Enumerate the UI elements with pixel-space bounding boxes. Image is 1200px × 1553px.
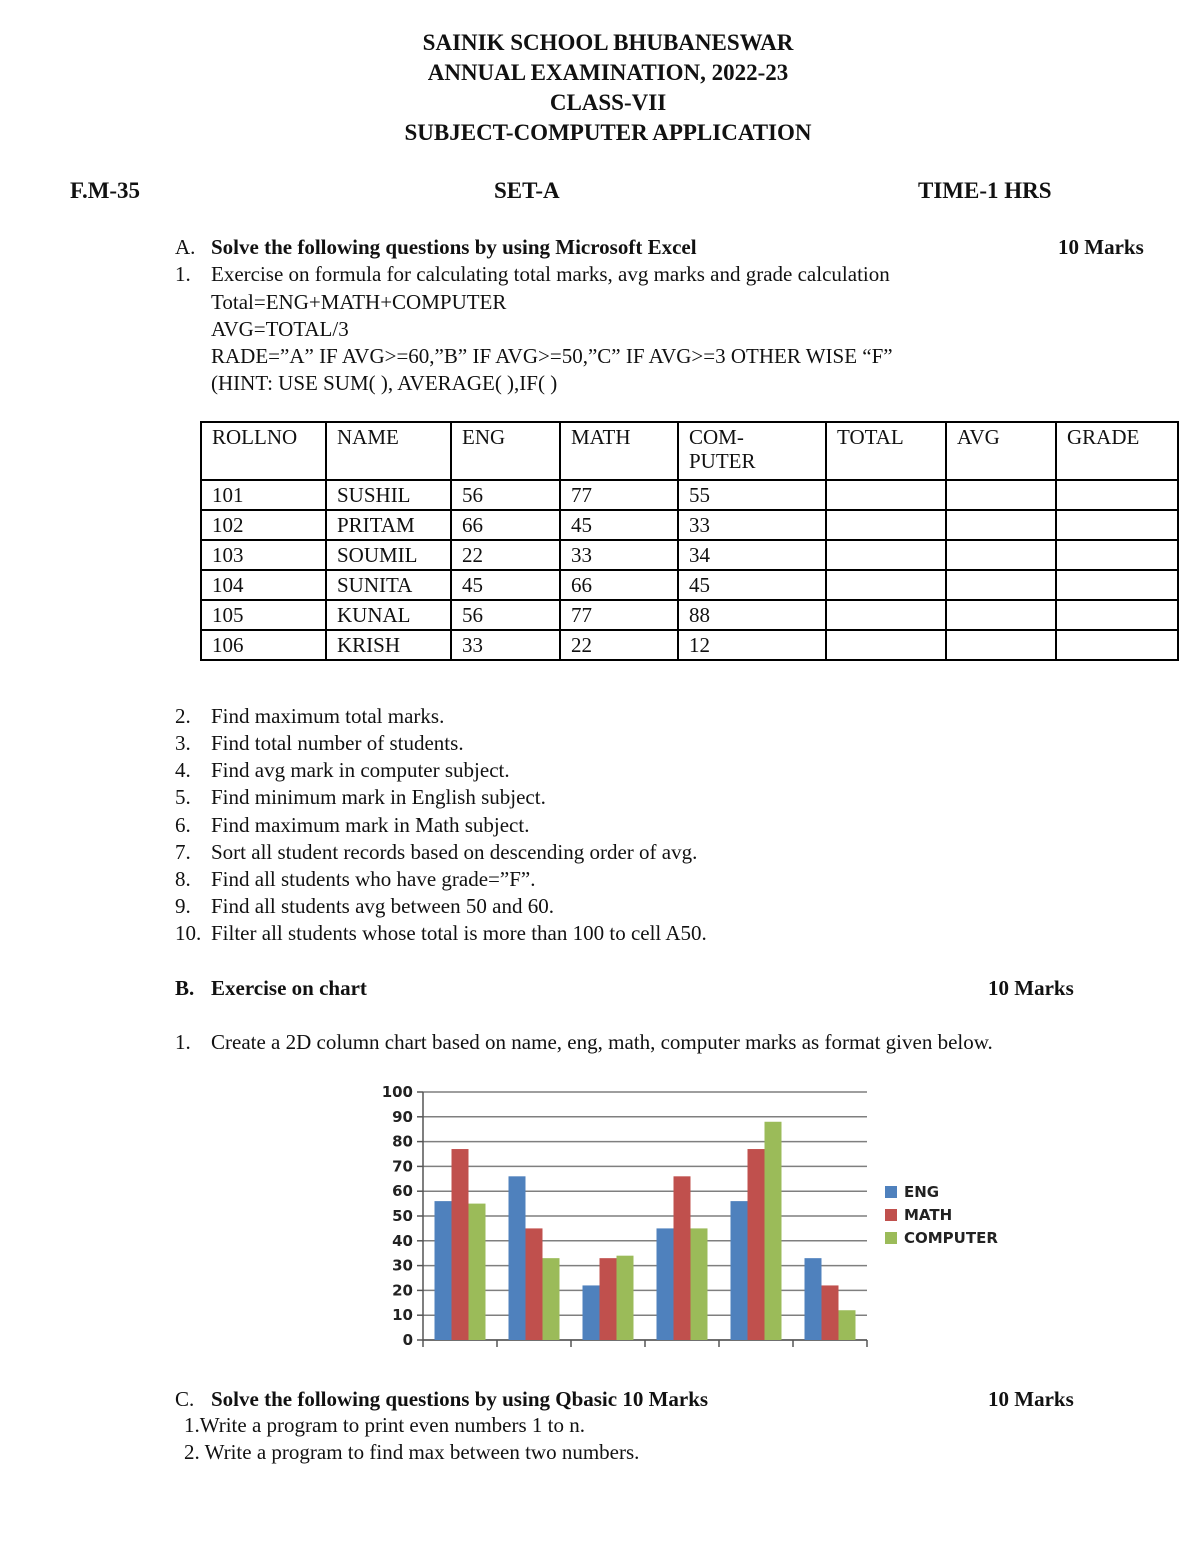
question-text: Find maximum total marks. (211, 704, 445, 728)
question-text: Find total number of students. (211, 731, 464, 755)
table-cell: 22 (451, 540, 560, 570)
table-cell (946, 600, 1056, 630)
section-c-marks: 10 Marks (988, 1387, 1074, 1411)
table-cell: 45 (451, 570, 560, 600)
table-cell (946, 570, 1056, 600)
bar-math (526, 1228, 543, 1340)
legend-swatch (885, 1232, 897, 1244)
table-cell (826, 510, 946, 540)
table-cell: 56 (451, 600, 560, 630)
section-a-marks: 10 Marks (1058, 235, 1144, 259)
bar-computer (617, 1256, 634, 1340)
table-cell: SUNITA (326, 570, 451, 600)
table-cell: 22 (560, 630, 678, 660)
table-cell (946, 510, 1056, 540)
column-header (678, 422, 826, 480)
school-name: SAINIK SCHOOL BHUBANESWAR (422, 30, 794, 55)
question-text: Filter all students whose total is more than 100 to cell A50. (211, 921, 707, 945)
section-a-label: A. (175, 235, 196, 259)
y-tick-label: 10 (392, 1306, 413, 1325)
qbasic-question-2: 2. Write a program to find max between two numbers. (184, 1440, 640, 1464)
question-number: 4. (175, 758, 191, 782)
y-tick-label: 100 (381, 1083, 413, 1101)
table-cell (826, 630, 946, 660)
table-cell (1056, 600, 1178, 630)
table-cell: SUSHIL (326, 480, 451, 510)
table-cell: 34 (678, 540, 826, 570)
marks-table (200, 421, 1179, 661)
table-cell: 33 (678, 510, 826, 540)
y-tick-label: 50 (392, 1207, 413, 1225)
bar-eng (509, 1176, 526, 1340)
table-header-row (201, 422, 1178, 480)
legend-label: MATH (904, 1206, 953, 1224)
bar-eng (805, 1258, 822, 1340)
table-cell: 45 (560, 510, 678, 540)
table-cell (946, 480, 1056, 510)
question-number: 10. (175, 921, 202, 945)
bar-computer (765, 1122, 782, 1340)
formula-avg: AVG=TOTAL/3 (211, 317, 349, 341)
table-row (201, 570, 1178, 600)
column-chart (360, 1080, 1020, 1355)
question-text: Find maximum mark in Math subject. (211, 813, 530, 837)
bar-computer (469, 1204, 486, 1340)
question-number: 5. (175, 785, 191, 809)
table-cell: 77 (560, 600, 678, 630)
table-cell: 12 (678, 630, 826, 660)
bar-computer (839, 1310, 856, 1340)
y-tick-label: 70 (392, 1157, 413, 1176)
question-text: Sort all student records based on descending order of avg. (211, 840, 698, 864)
set-label: SET-A (494, 178, 560, 203)
table-cell: SOUMIL (326, 540, 451, 570)
table-cell: 55 (678, 480, 826, 510)
table-cell: 106 (201, 630, 326, 660)
table-cell: 45 (678, 570, 826, 600)
y-tick-label: 90 (392, 1107, 413, 1126)
table-row (201, 510, 1178, 540)
table-cell (946, 630, 1056, 660)
column-header: MATH (560, 422, 678, 480)
column-header: ENG (451, 422, 560, 480)
question-text: Find all students who have grade=”F”. (211, 867, 536, 891)
table-cell: 56 (451, 480, 560, 510)
legend-swatch (885, 1209, 897, 1221)
full-marks: F.M-35 (70, 178, 141, 203)
legend-swatch (885, 1186, 897, 1198)
table-cell: KRISH (326, 630, 451, 660)
question-text: Exercise on formula for calculating total marks, avg marks and grade calculation (211, 262, 890, 286)
question-number: 8. (175, 867, 191, 891)
table-cell: 33 (560, 540, 678, 570)
section-b-marks: 10 Marks (988, 976, 1074, 1000)
column-header: AVG (946, 422, 1056, 480)
table-cell (826, 480, 946, 510)
question-number: 9. (175, 894, 191, 918)
formula-hint: (HINT: USE SUM( ), AVERAGE( ),IF( ) (211, 371, 558, 395)
bar-math (674, 1176, 691, 1340)
table-cell (946, 540, 1056, 570)
question-number: 1. (175, 1030, 191, 1054)
table-cell: 33 (451, 630, 560, 660)
bar-computer (543, 1258, 560, 1340)
formula-total: Total=ENG+MATH+COMPUTER (211, 290, 507, 314)
table-cell (1056, 630, 1178, 660)
column-header: GRADE (1056, 422, 1178, 480)
table-row (201, 480, 1178, 510)
legend-label: COMPUTER (904, 1229, 998, 1247)
question-number: 6. (175, 813, 191, 837)
table-cell: KUNAL (326, 600, 451, 630)
table-row (201, 600, 1178, 630)
section-b-label: B. (175, 976, 195, 1000)
question-number: 7. (175, 840, 191, 864)
table-cell: 77 (560, 480, 678, 510)
y-tick-label: 60 (392, 1182, 413, 1201)
bar-eng (435, 1201, 452, 1340)
column-header-line: PUTER (689, 449, 756, 473)
legend-label: ENG (904, 1183, 940, 1201)
y-tick-label: 30 (392, 1256, 413, 1275)
class-label: CLASS-VII (549, 90, 667, 115)
table-cell: 104 (201, 570, 326, 600)
column-header: ROLLNO (201, 422, 326, 480)
subject-label: SUBJECT-COMPUTER APPLICATION (404, 120, 812, 145)
bar-computer (691, 1228, 708, 1340)
bar-eng (731, 1201, 748, 1340)
table-cell (1056, 510, 1178, 540)
table-cell (1056, 480, 1178, 510)
table-cell: 66 (560, 570, 678, 600)
y-tick-label: 80 (392, 1132, 413, 1151)
table-cell (1056, 540, 1178, 570)
table-cell: 102 (201, 510, 326, 540)
time-label: TIME-1 HRS (918, 178, 1052, 203)
column-header: NAME (326, 422, 451, 480)
question-text: Find minimum mark in English subject. (211, 785, 546, 809)
bar-eng (583, 1285, 600, 1340)
y-tick-label: 0 (402, 1331, 413, 1349)
bar-math (452, 1149, 469, 1340)
table-cell (826, 570, 946, 600)
table-row (201, 540, 1178, 570)
table-cell: PRITAM (326, 510, 451, 540)
bar-eng (657, 1228, 674, 1340)
document-header (0, 28, 1200, 148)
qbasic-question-1: 1.Write a program to print even numbers 1 to n. (184, 1413, 585, 1437)
table-row (201, 630, 1178, 660)
y-tick-label: 40 (392, 1231, 413, 1250)
column-header-line: COM- (689, 425, 744, 449)
table-cell (826, 540, 946, 570)
question-number: 3. (175, 731, 191, 755)
table-cell: 88 (678, 600, 826, 630)
table-cell: 105 (201, 600, 326, 630)
formula-grade: RADE=”A” IF AVG>=60,”B” IF AVG>=50,”C” IF AVG>=3 OTHER WISE “F” (211, 344, 893, 368)
table-cell: 103 (201, 540, 326, 570)
section-c-label: C. (175, 1387, 195, 1411)
bar-math (748, 1149, 765, 1340)
question-text: Find avg mark in computer subject. (211, 758, 510, 782)
table-cell: 101 (201, 480, 326, 510)
exam-title: ANNUAL EXAMINATION, 2022-23 (427, 60, 789, 85)
question-number: 1. (175, 262, 191, 286)
bar-math (822, 1285, 839, 1340)
y-tick-label: 20 (392, 1281, 413, 1300)
question-text: Find all students avg between 50 and 60. (211, 894, 554, 918)
question-text: Create a 2D column chart based on name, eng, math, computer marks as format given below. (211, 1030, 993, 1054)
table-cell: 66 (451, 510, 560, 540)
table-cell (826, 600, 946, 630)
table-cell (1056, 570, 1178, 600)
bar-math (600, 1258, 617, 1340)
section-b-title: Exercise on chart (211, 976, 367, 1000)
section-a-title: Solve the following questions by using Microsoft Excel (211, 235, 697, 259)
column-header: TOTAL (826, 422, 946, 480)
question-number: 2. (175, 704, 191, 728)
section-c-title: Solve the following questions by using Qbasic 10 Marks (211, 1387, 709, 1411)
